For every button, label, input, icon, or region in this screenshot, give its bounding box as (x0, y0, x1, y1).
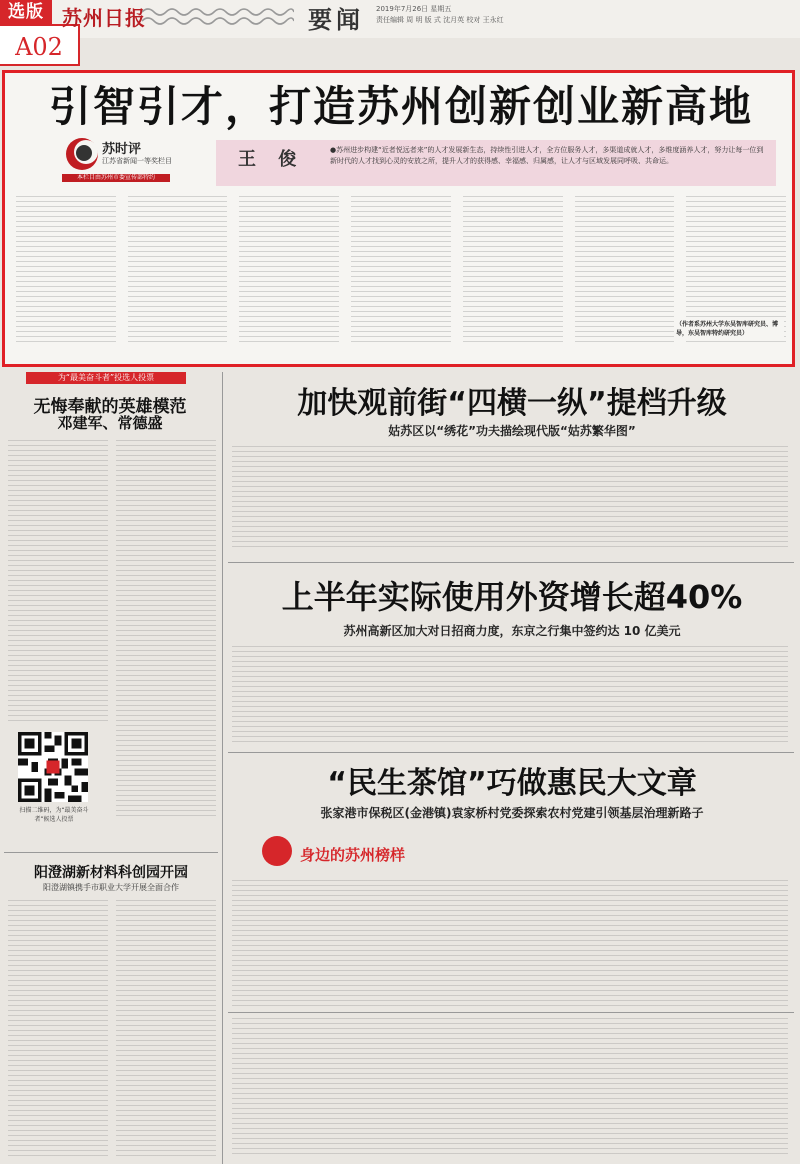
masthead-logo: 苏州日报 (62, 6, 146, 30)
editor-credits: 责任编辑 周 明 版 式 沈月英 校对 王永红 (376, 16, 504, 24)
page-number: A02 (0, 24, 80, 66)
column-sponsor-text: 本栏目由苏州市委宣传部特约 (76, 174, 155, 181)
author-name: 王 俊 (238, 149, 305, 170)
edition-tag: 选版 (0, 0, 52, 24)
party-emblem-icon (262, 836, 292, 866)
divider (228, 562, 794, 563)
column-name: 苏时评 (102, 142, 142, 157)
divider (228, 752, 794, 753)
article-1-body (232, 446, 788, 550)
left-body-text-4 (116, 900, 216, 1158)
column-logo-icon (64, 136, 100, 172)
qr-code-icon[interactable] (18, 732, 88, 802)
left-headline-2: 阳澄湖新材料科创园开园 (34, 865, 188, 881)
left-body-text (8, 440, 108, 724)
left-body-text-3 (8, 900, 108, 1158)
article-2-body (232, 646, 788, 746)
divider (228, 1012, 794, 1013)
author-byline: （作者系苏州大学东吴智库研究员、博导，东吴智库特约研究员） (676, 320, 784, 338)
lead-paragraph: ●苏州进步构建“近者悦远者来”的人才发展新生态，持续性引进人才，全方位服务人才，多渠道成就人才，多维度涵养人才，努力让每一位到新时代的人才找到心灵的安放之所，提升人才的获得感、幸福感、归属感，让人才与区域发展同呼吸、共命运。 (330, 146, 764, 165)
feature-headline: 引智引才，打造苏州创新创业新高地 (48, 82, 753, 131)
article-3-headline: “民生茶馆”巧做惠民大文章 (327, 766, 697, 801)
left-subheadline-2: 阳澄湖镇携手市职业大学开展全面合作 (43, 883, 179, 892)
bottom-article-body (232, 1018, 788, 1158)
column-badge: 身边的苏州榜样 (300, 846, 406, 864)
article-2-subhead: 苏州高新区加大对日招商力度，东京之行集中签约达 10 亿美元 (343, 624, 681, 638)
qr-caption: 扫描二维码，为“最美奋斗者”候选人投票 (19, 807, 89, 823)
divider (4, 852, 218, 853)
column-award: 江苏省新闻一等奖栏目 (102, 157, 172, 165)
article-3-subhead: 张家港市保税区(金港镇)袁家桥村党委探索农村党建引领基层治理新路子 (320, 806, 704, 820)
article-1-headline: 加快观前街“四横一纵”提档升级 (297, 386, 727, 421)
column-sponsor-bar (62, 174, 170, 182)
left-headline: 无悔奉献的英雄模范 (33, 397, 187, 417)
article-2-headline: 上半年实际使用外资增长超40% (281, 578, 743, 616)
section-title: 要闻 (308, 6, 364, 34)
left-subheadline: 邓建军、常德盛 (57, 414, 163, 432)
feature-body-text (16, 196, 786, 342)
vote-tag: 为“最美奋斗者”投选人投票 (26, 372, 186, 384)
wave-ornament-icon (142, 4, 294, 28)
article-3-body (232, 880, 788, 1008)
article-1-subhead: 姑苏区以“绣花”功夫描绘现代版“姑苏繁华图” (388, 424, 636, 438)
column-divider (222, 372, 223, 1164)
dateline: 2019年7月26日 星期五 (376, 5, 452, 13)
left-body-text-2 (116, 440, 216, 820)
